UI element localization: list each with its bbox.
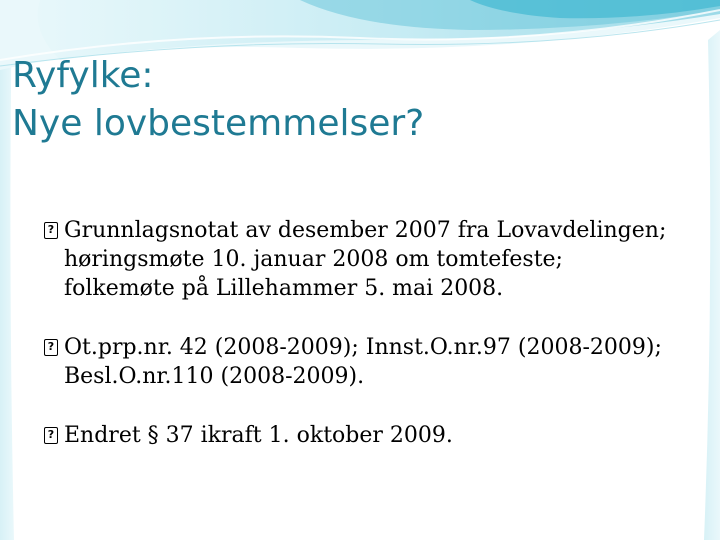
bullet-list xyxy=(44,216,704,450)
slide-title-line-2: Nye lovbestemmelser? xyxy=(12,103,425,144)
missing-glyph-icon: ? xyxy=(44,222,58,239)
slide-title-line-1: Ryfylke: xyxy=(12,55,154,96)
bullet-item xyxy=(44,216,704,303)
bullet-line: høringsmøte 10. januar 2008 om tomtefeste; xyxy=(64,247,563,272)
bullet-line: Ot.prp.nr. 42 (2008-2009); Innst.O.nr.97 (2008-2009); xyxy=(64,335,662,360)
bullet-text xyxy=(64,216,704,303)
bullet-text xyxy=(64,333,704,391)
missing-glyph-icon: ? xyxy=(44,339,58,356)
slide-title xyxy=(12,52,692,148)
bullet-line: folkemøte på Lillehammer 5. mai 2008. xyxy=(64,276,504,301)
bullet-line: Grunnlagsnotat av desember 2007 fra Lovavdelingen; xyxy=(64,218,667,243)
bullet-item xyxy=(44,333,704,391)
missing-glyph-icon: ? xyxy=(44,427,58,444)
bullet-line: Endret § 37 ikraft 1. oktober 2009. xyxy=(64,423,453,448)
bullet-item xyxy=(44,421,704,450)
bullet-line: Besl.O.nr.110 (2008-2009). xyxy=(64,364,365,389)
bullet-text xyxy=(64,421,704,450)
